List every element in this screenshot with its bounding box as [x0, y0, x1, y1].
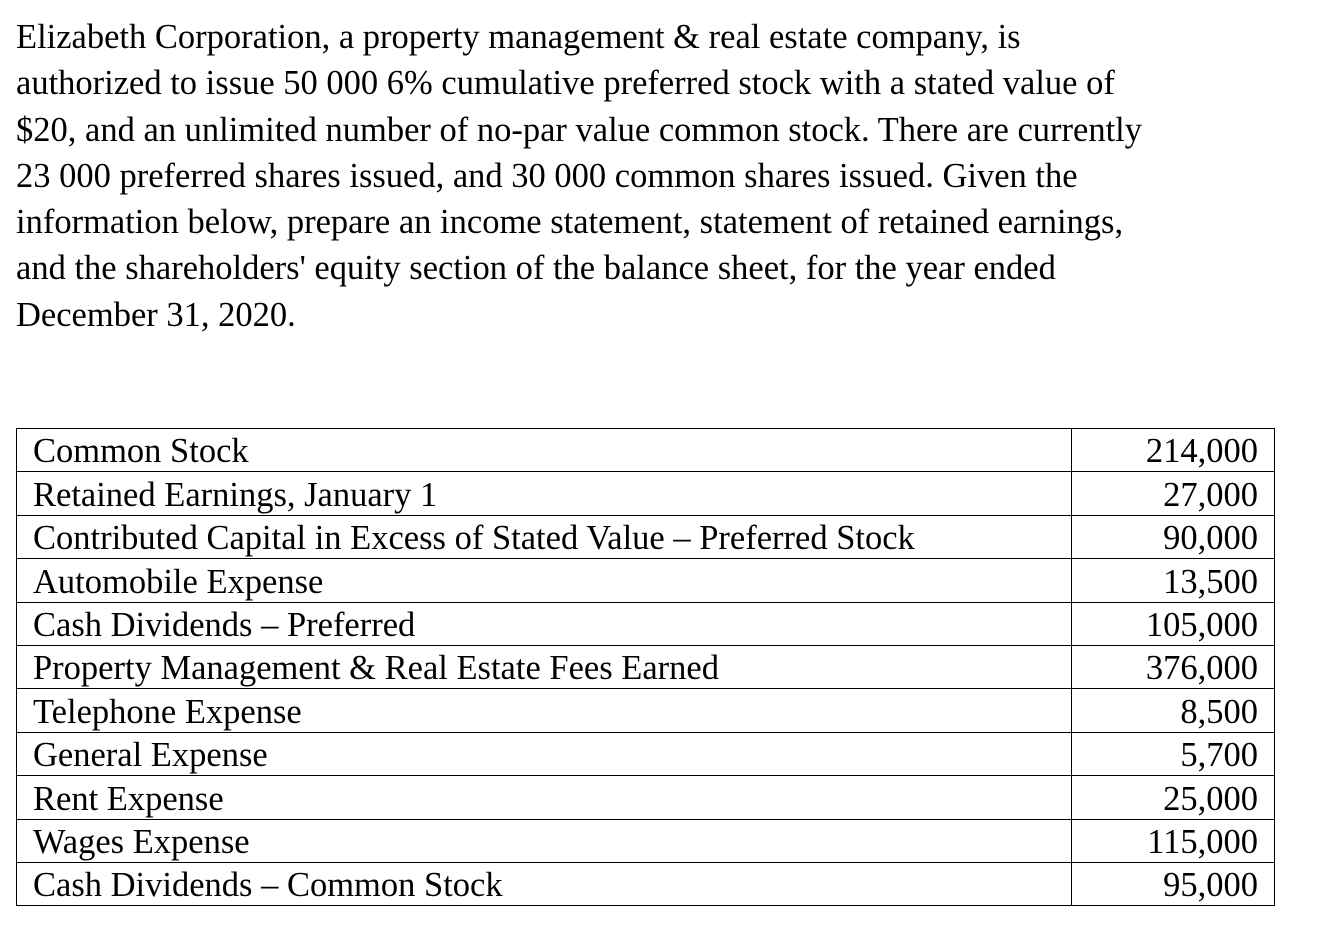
account-amount-cell: 25,000 — [1072, 776, 1275, 819]
table-row — [17, 645, 1275, 688]
table-row — [17, 776, 1275, 819]
account-amount-cell: 105,000 — [1072, 602, 1275, 645]
account-name-cell: Property Management & Real Estate Fees Earned — [17, 645, 1072, 688]
table-row — [17, 429, 1275, 472]
account-name-cell: Contributed Capital in Excess of Stated Value – Preferred Stock — [17, 515, 1072, 558]
account-amount-cell: 8,500 — [1072, 689, 1275, 732]
account-name-cell: Automobile Expense — [17, 559, 1072, 602]
account-amount-cell: 27,000 — [1072, 472, 1275, 515]
table-row — [17, 559, 1275, 602]
account-amount-cell: 376,000 — [1072, 645, 1275, 688]
account-amount-cell: 95,000 — [1072, 862, 1275, 905]
account-amount-cell: 5,700 — [1072, 732, 1275, 775]
problem-line: December 31, 2020. — [16, 295, 296, 334]
table-row — [17, 732, 1275, 775]
problem-line: information below, prepare an income statement, statement of retained earnings, — [16, 203, 1124, 242]
problem-line: Elizabeth Corporation, a property management & real estate company, is — [16, 18, 1021, 56]
account-amount-cell: 13,500 — [1072, 559, 1275, 602]
account-name-cell: Rent Expense — [17, 776, 1072, 819]
table-row — [17, 689, 1275, 732]
table-row — [17, 602, 1275, 645]
table-row — [17, 472, 1275, 515]
problem-line: $20, and an unlimited number of no-par value common stock. There are currently — [16, 110, 1143, 149]
table-row — [17, 862, 1275, 905]
account-amount-cell: 90,000 — [1072, 515, 1275, 558]
account-amount-cell: 115,000 — [1072, 819, 1275, 862]
account-name-cell: Retained Earnings, January 1 — [17, 472, 1072, 515]
table-row — [17, 515, 1275, 558]
table-row — [17, 819, 1275, 862]
problem-line: 23 000 preferred shares issued, and 30 000 common shares issued. Given the — [16, 156, 1078, 195]
account-amount-cell: 214,000 — [1072, 429, 1275, 472]
account-name-cell: Cash Dividends – Common Stock — [17, 862, 1072, 905]
problem-statement — [16, 14, 1246, 338]
account-name-cell: Telephone Expense — [17, 689, 1072, 732]
problem-line: and the shareholders' equity section of the balance sheet, for the year ended — [16, 249, 1056, 288]
account-name-cell: Cash Dividends – Preferred — [17, 602, 1072, 645]
account-name-cell: General Expense — [17, 732, 1072, 775]
account-balances-table — [16, 428, 1275, 906]
account-name-cell: Wages Expense — [17, 819, 1072, 862]
problem-line: authorized to issue 50 000 6% cumulative preferred stock with a stated value of — [16, 64, 1115, 103]
account-name-cell: Common Stock — [17, 429, 1072, 472]
